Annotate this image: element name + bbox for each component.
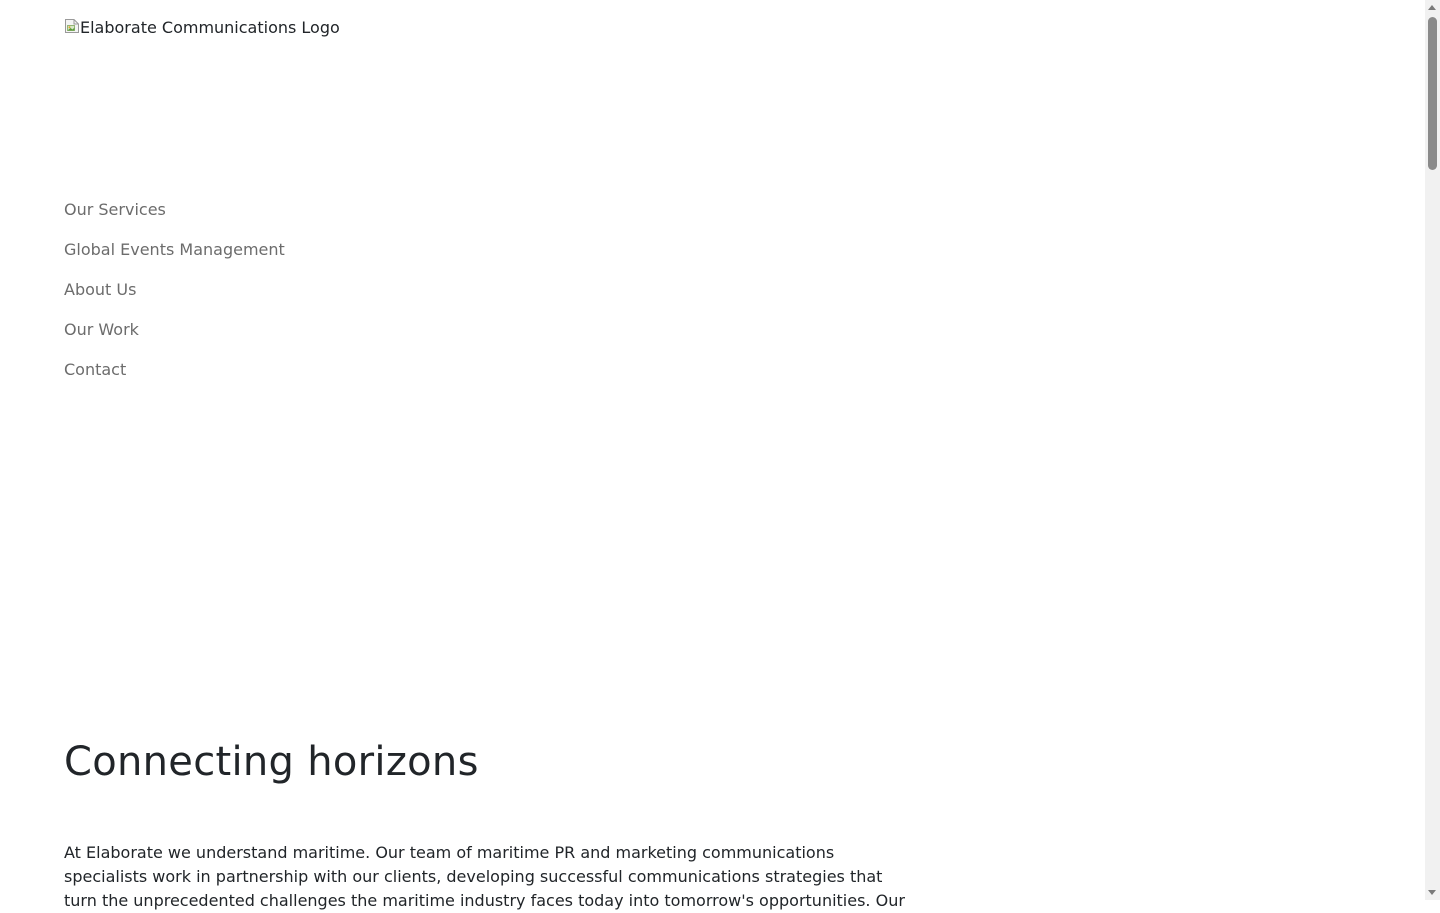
broken-image-icon — [64, 18, 80, 34]
scroll-down-arrow-icon[interactable] — [1428, 890, 1436, 895]
logo-link[interactable] — [64, 17, 340, 39]
nav-item-our-work — [64, 316, 285, 356]
logo-alt-text: Elaborate Communications Logo — [80, 18, 340, 37]
scrollbar-thumb[interactable] — [1428, 17, 1437, 170]
nav-link-our-work[interactable]: Our Work — [64, 320, 139, 339]
nav-item-contact — [64, 356, 285, 396]
main-nav — [64, 196, 285, 396]
nav-link-our-services[interactable]: Our Services — [64, 200, 166, 219]
hero-title: Connecting horizons — [64, 739, 479, 785]
nav-item-global-events-management — [64, 236, 285, 276]
nav-item-our-services — [64, 196, 285, 236]
scroll-up-arrow-icon[interactable] — [1428, 5, 1436, 10]
nav-link-global-events-management[interactable]: Global Events Management — [64, 240, 285, 259]
page-scrollbar[interactable] — [1425, 0, 1440, 900]
nav-item-about-us — [64, 276, 285, 316]
hero-intro-text: At Elaborate we understand maritime. Our team of maritime PR and marketing communications specialists work in partnership with our clients, developing successful communications strategies that turn the unprecedented challenges the maritime industry faces today into tomorrow's opportunities. Our — [64, 843, 905, 910]
nav-link-about-us[interactable]: About Us — [64, 280, 137, 299]
nav-link-contact[interactable]: Contact — [64, 360, 127, 379]
